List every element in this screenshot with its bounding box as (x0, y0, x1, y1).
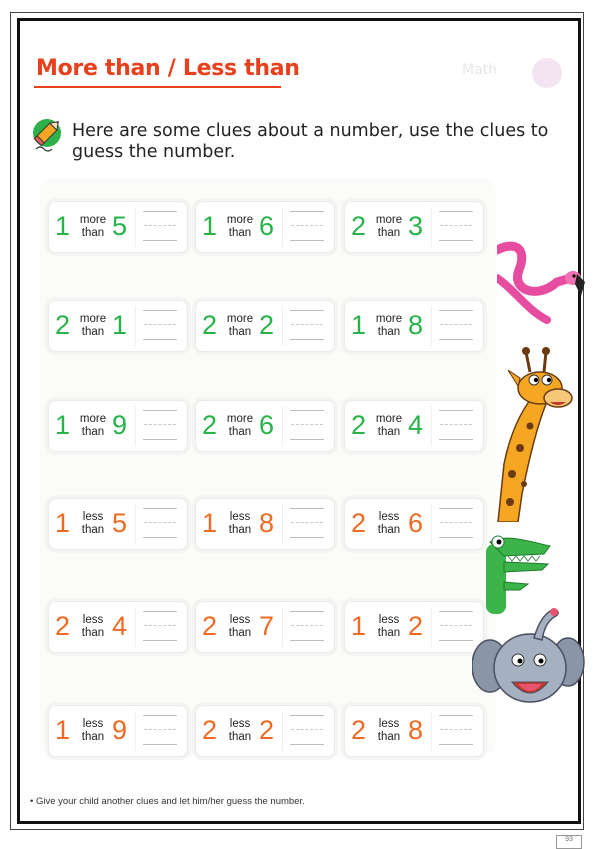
answer-line (143, 640, 177, 641)
than-word: than (377, 730, 401, 743)
comparison-word: less (229, 614, 251, 626)
giraffe-illustration (490, 344, 585, 522)
clue-second-number: 9 (112, 715, 128, 745)
comparison-word: more (226, 413, 254, 425)
answer-box[interactable] (135, 207, 180, 247)
answer-dashed-line (440, 625, 472, 626)
than-word: than (377, 325, 401, 338)
answer-line (290, 744, 324, 745)
clue-card (195, 705, 335, 757)
than-word: than (228, 226, 252, 239)
clue-second-number: 8 (408, 310, 424, 340)
answer-dashed-line (144, 424, 176, 425)
than-word: than (228, 730, 252, 743)
elephant-illustration (472, 604, 585, 724)
title-underline (34, 86, 281, 88)
answer-dashed-line (440, 522, 472, 523)
comparison-words (220, 511, 260, 536)
answer-line (143, 537, 177, 538)
answer-line (143, 211, 177, 212)
comparison-word: less (378, 511, 400, 523)
comparison-word: more (79, 214, 107, 226)
clue-card (344, 705, 484, 757)
answer-dashed-line (144, 324, 176, 325)
clue-card (344, 400, 484, 452)
clue-card (195, 400, 335, 452)
comparison-words (369, 718, 409, 743)
answer-line (439, 508, 473, 509)
answer-line (290, 439, 324, 440)
than-word: than (81, 325, 105, 338)
clue-second-number: 2 (408, 611, 424, 641)
answer-dashed-line (440, 324, 472, 325)
comparison-words (73, 511, 113, 536)
answer-line (439, 240, 473, 241)
answer-box[interactable] (431, 207, 476, 247)
answer-dashed-line (291, 625, 323, 626)
answer-dashed-line (291, 522, 323, 523)
comparison-words (369, 214, 409, 239)
comparison-words (220, 413, 260, 438)
answer-box[interactable] (282, 207, 327, 247)
answer-dashed-line (291, 225, 323, 226)
than-word: than (228, 626, 252, 639)
answer-dashed-line (144, 729, 176, 730)
clue-first-number: 2 (351, 410, 367, 440)
comparison-words (220, 313, 260, 338)
exercise-panel (40, 178, 496, 756)
answer-box[interactable] (135, 306, 180, 346)
clue-second-number: 8 (408, 715, 424, 745)
answer-box[interactable] (431, 406, 476, 446)
comparison-word: more (226, 214, 254, 226)
comparison-word: less (229, 718, 251, 730)
flamingo-illustration (497, 230, 585, 328)
answer-box[interactable] (431, 711, 476, 751)
answer-line (290, 537, 324, 538)
answer-dashed-line (144, 625, 176, 626)
comparison-words (369, 313, 409, 338)
answer-line (143, 439, 177, 440)
answer-box[interactable] (282, 306, 327, 346)
clue-card (48, 201, 188, 253)
than-word: than (81, 425, 105, 438)
than-word: than (377, 226, 401, 239)
than-word: than (377, 425, 401, 438)
clue-first-number: 1 (202, 211, 218, 241)
clue-second-number: 6 (259, 211, 275, 241)
than-word: than (228, 523, 252, 536)
comparison-words (73, 718, 113, 743)
answer-line (290, 611, 324, 612)
comparison-words (369, 614, 409, 639)
clue-first-number: 2 (55, 611, 71, 641)
ghost-logo (532, 58, 562, 88)
comparison-word: more (375, 214, 403, 226)
pencil-icon (30, 115, 66, 155)
answer-box[interactable] (282, 406, 327, 446)
answer-line (143, 240, 177, 241)
answer-box[interactable] (135, 406, 180, 446)
answer-dashed-line (291, 424, 323, 425)
comparison-word: more (79, 413, 107, 425)
clue-second-number: 7 (259, 611, 275, 641)
page-title: More than / Less than (36, 56, 300, 81)
clue-first-number: 2 (351, 211, 367, 241)
clue-card (344, 498, 484, 550)
answer-box[interactable] (282, 607, 327, 647)
clue-card (48, 300, 188, 352)
answer-box[interactable] (135, 504, 180, 544)
clue-card (344, 601, 484, 653)
comparison-word: more (375, 313, 403, 325)
clue-first-number: 2 (202, 715, 218, 745)
comparison-words (73, 614, 113, 639)
comparison-word: more (79, 313, 107, 325)
answer-dashed-line (144, 225, 176, 226)
comparison-word: less (229, 511, 251, 523)
clue-first-number: 2 (351, 508, 367, 538)
answer-line (143, 310, 177, 311)
than-word: than (81, 626, 105, 639)
clue-card (195, 498, 335, 550)
clue-second-number: 3 (408, 211, 424, 241)
answer-line (290, 211, 324, 212)
clue-first-number: 1 (55, 211, 71, 241)
answer-dashed-line (440, 225, 472, 226)
clue-card (48, 601, 188, 653)
answer-dashed-line (291, 729, 323, 730)
clue-card (195, 201, 335, 253)
clue-second-number: 5 (112, 508, 128, 538)
answer-line (439, 339, 473, 340)
clue-first-number: 1 (202, 508, 218, 538)
clue-first-number: 2 (351, 715, 367, 745)
clue-first-number: 1 (55, 715, 71, 745)
answer-box[interactable] (431, 607, 476, 647)
answer-box[interactable] (431, 306, 476, 346)
answer-line (439, 715, 473, 716)
than-word: than (377, 626, 401, 639)
answer-line (143, 410, 177, 411)
than-word: than (228, 325, 252, 338)
clue-card (48, 400, 188, 452)
answer-line (439, 211, 473, 212)
comparison-words (73, 214, 113, 239)
clue-second-number: 6 (408, 508, 424, 538)
answer-box[interactable] (431, 504, 476, 544)
than-word: than (228, 425, 252, 438)
clue-first-number: 2 (202, 611, 218, 641)
answer-dashed-line (144, 522, 176, 523)
clue-second-number: 8 (259, 508, 275, 538)
than-word: than (377, 523, 401, 536)
answer-line (439, 439, 473, 440)
clue-first-number: 1 (55, 410, 71, 440)
clue-second-number: 5 (112, 211, 128, 241)
comparison-words (73, 413, 113, 438)
answer-line (439, 537, 473, 538)
comparison-word: less (82, 718, 104, 730)
answer-dashed-line (440, 424, 472, 425)
answer-line (439, 310, 473, 311)
answer-line (439, 410, 473, 411)
clue-card (344, 300, 484, 352)
clue-second-number: 2 (259, 310, 275, 340)
answer-line (439, 640, 473, 641)
answer-line (290, 410, 324, 411)
answer-line (439, 744, 473, 745)
clue-card (48, 705, 188, 757)
comparison-words (369, 511, 409, 536)
instruction-text: Here are some clues about a number, use the clues to guess the number. (72, 121, 549, 162)
clue-first-number: 2 (55, 310, 71, 340)
comparison-word: less (378, 718, 400, 730)
comparison-word: less (82, 614, 104, 626)
clue-first-number: 1 (351, 310, 367, 340)
comparison-words (369, 413, 409, 438)
clue-card (195, 601, 335, 653)
answer-line (290, 508, 324, 509)
clue-second-number: 6 (259, 410, 275, 440)
than-word: than (81, 523, 105, 536)
clue-second-number: 4 (408, 410, 424, 440)
comparison-words (73, 313, 113, 338)
clue-card (48, 498, 188, 550)
comparison-words (220, 214, 260, 239)
page-number: 93 (556, 835, 582, 849)
comparison-word: less (82, 511, 104, 523)
answer-line (143, 611, 177, 612)
answer-dashed-line (440, 729, 472, 730)
answer-line (290, 310, 324, 311)
answer-line (143, 508, 177, 509)
answer-box[interactable] (135, 711, 180, 751)
answer-line (290, 339, 324, 340)
answer-line (290, 715, 324, 716)
comparison-word: more (375, 413, 403, 425)
clue-second-number: 2 (259, 715, 275, 745)
ghost-text: Math (462, 62, 498, 78)
clue-first-number: 1 (55, 508, 71, 538)
answer-line (143, 715, 177, 716)
clue-second-number: 4 (112, 611, 128, 641)
comparison-word: more (226, 313, 254, 325)
answer-line (143, 744, 177, 745)
clue-first-number: 2 (202, 410, 218, 440)
answer-dashed-line (291, 324, 323, 325)
clue-first-number: 2 (202, 310, 218, 340)
clue-second-number: 9 (112, 410, 128, 440)
clue-card (344, 201, 484, 253)
crocodile-illustration (484, 534, 554, 614)
clue-second-number: 1 (112, 310, 128, 340)
comparison-word: less (378, 614, 400, 626)
clue-first-number: 1 (351, 611, 367, 641)
comparison-words (220, 614, 260, 639)
parent-note: • Give your child another clues and let him/her guess the number. (30, 796, 305, 807)
answer-box[interactable] (135, 607, 180, 647)
answer-line (290, 240, 324, 241)
comparison-words (220, 718, 260, 743)
than-word: than (81, 226, 105, 239)
answer-line (439, 611, 473, 612)
answer-line (290, 640, 324, 641)
clue-card (195, 300, 335, 352)
answer-box[interactable] (282, 504, 327, 544)
answer-line (143, 339, 177, 340)
answer-box[interactable] (282, 711, 327, 751)
than-word: than (81, 730, 105, 743)
